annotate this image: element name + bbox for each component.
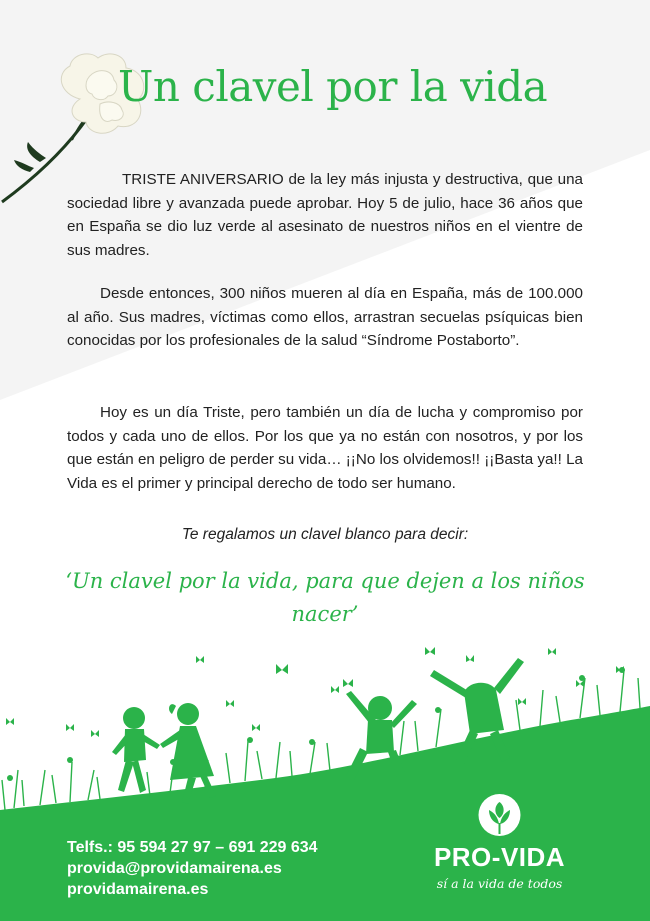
logo-name: PRO-VIDA [433,842,566,872]
contact-website[interactable]: providamairena.es [67,881,209,898]
slogan-quote: ‘Un clavel por la vida, para que dejen a los niños nacer’ [65,569,585,626]
paragraph-anniversary: TRISTE ANIVERSARIO de la ley más injusta y destructiva, que una sociedad libre y avanzada puede aprobar. Hoy 5 de julio, hace 36 años que en España se dio luz verde al asesinato de nuestros niños en el vientre de sus madres. [67,171,583,259]
contact-phones: Telfs.: 95 594 27 97 – 691 229 634 [67,839,318,856]
page-title: Un clavel por la vida [118,62,548,111]
wheat-icon [477,790,522,840]
logo-tagline: sí a la vida de todos [436,876,563,891]
intro-line: Te regalamos un clavel blanco para decir: [181,526,469,543]
contact-info [67,837,318,900]
provida-logo [402,790,597,900]
paragraph-statistics: Desde entonces, 300 niños mueren al día en España, más de 100.000 al año. Sus madres, víctimas como ellos, arrastran secuelas psíquicas bien conocidas por los profesionales de la salud “Síndrome Postaborto”. [67,285,583,349]
paragraph-struggle: Hoy es un día Triste, pero también un día de lucha y compromiso por todos y cada uno de ellos. Por los que ya no están con nosotros, y por los que están en peligro de perder su vida… ¡¡No los olvidemos!! ¡¡Basta ya!! La Vida es el primer y principal derecho de todo ser humano. [67,404,583,492]
contact-email[interactable]: provida@providamairena.es [67,860,282,877]
